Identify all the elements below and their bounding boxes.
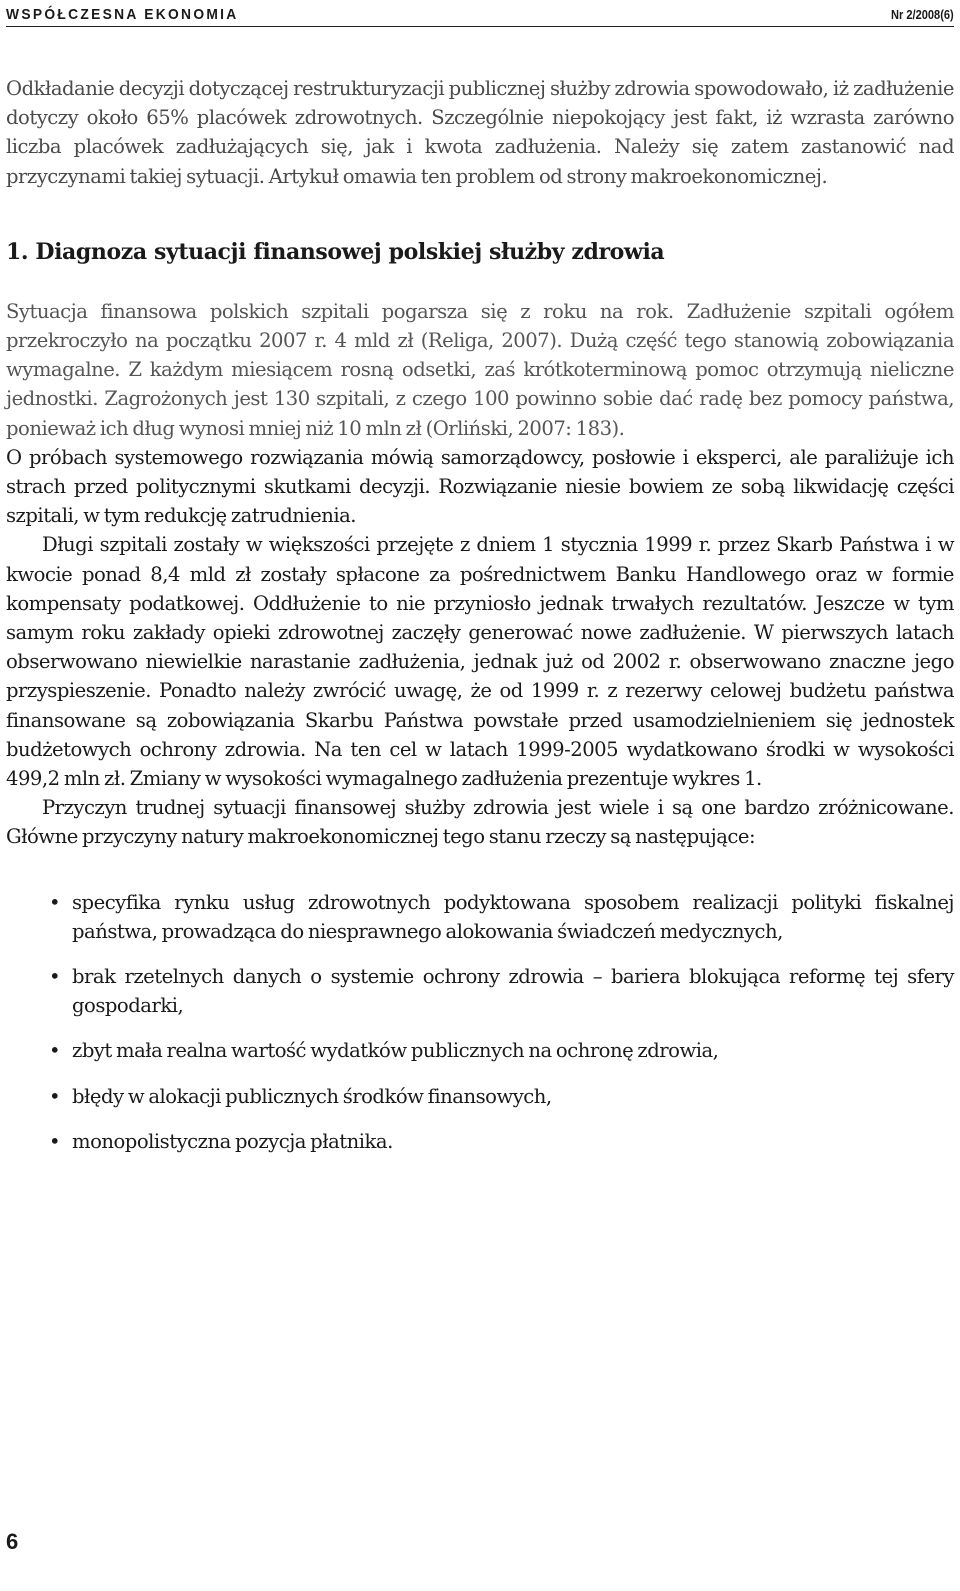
bullet-icon: • — [49, 965, 61, 989]
bullet-icon: • — [49, 1084, 61, 1108]
body-paragraph: Długi szpitali zostały w większości przejęte z dniem 1 stycznia 1999 r. przez Skarb Państwa i w kwocie ponad 8,4 mld zł zostały spłacone za pośrednictwem Banku Handlowego oraz w formie kompensaty podatkowej. Oddłużenie to nie przyniosło jednak trwałych rezultatów. Jeszcze w tym samym roku zakłady opieki zdrowotnej zaczęły generować nowe zadłużenie. W pierwszych latach obserwowano niewielkie narastanie zadłużenia, jednak już od 2002 r. obserwowano znaczne jego przyspieszenie. Ponadto należy zwrócić uwagę, że od 1999 r. z rezerwy celowej budżetu państwa finansowane są zobowiązania Skarbu Państwa powstałe przed usamodzielnieniem się jednostek budżetowych ochrony zdrowia. Na ten cel w latach 1999-2005 wydatkowano środki w wysokości 499,2 mln zł. Zmiany w wysokości wymagalnego zadłużenia prezentuje wykres 1. — [6, 533, 954, 791]
list-item-text: specyfika rynku usług zdrowotnych podyktowana sposobem realizacji polityki fiskalnej państwa, prowadząca do niesprawnego alokowania świadczeń medycznych, — [72, 890, 954, 943]
list-item — [6, 962, 954, 1020]
body-paragraph: Przyczyn trudnej sytuacji finansowej służby zdrowia jest wiele i są one bardzo zróżnicowane. Główne przyczyny natury makroekonomicznej tego stanu rzeczy są następujące: — [6, 796, 954, 849]
causes-list — [6, 888, 954, 1156]
journal-title: WSPÓŁCZESNA EKONOMIA — [6, 6, 239, 23]
list-item-text: brak rzetelnych danych o systemie ochrony zdrowia – bariera blokująca reformę tej sfery gospodarki, — [72, 965, 954, 1018]
list-item-text: monopolistyczna pozycja płatnika. — [72, 1129, 393, 1153]
list-item — [6, 888, 954, 946]
section-intro-paragraph: Sytuacja finansowa polskich szpitali pogarsza się z roku na rok. Zadłużenie szpitali ogółem przekroczyło na początku 2007 r. 4 mld zł (Religa, 2007). Dużą część tego stanowią zobowiązania wymagalne. Z każdym miesiącem rosną odsetki, zaś krótkoterminową pomoc otrzymują nieliczne jednostki. Zagrożonych jest 130 szpitali, z czego 100 powinno sobie dać radę bez pomocy państwa, ponieważ ich dług wynosi mniej niż 10 mln zł (Orliński, 2007: 183). — [6, 299, 954, 440]
body-paragraph: O próbach systemowego rozwiązania mówią samorządowcy, posłowie i eksperci, ale paraliżuje ich strach przed politycznymi skutkami decyzji. Rozwiązanie niesie bowiem ze sobą likwidację części szpitali, w tym redukcję zatrudnienia. — [6, 445, 954, 528]
list-item — [6, 1127, 954, 1156]
list-item-text: zbyt mała realna wartość wydatków publicznych na ochronę zdrowia, — [72, 1039, 719, 1063]
bullet-icon: • — [49, 1129, 61, 1153]
issue-number: Nr 2/2008(6) — [891, 7, 954, 22]
list-item-text: błędy w alokacji publicznych środków finansowych, — [72, 1084, 552, 1108]
section-heading: 1. Diagnoza sytuacji finansowej polskiej służby zdrowia — [6, 238, 665, 265]
list-item — [6, 1036, 954, 1065]
bullet-icon: • — [49, 890, 61, 914]
list-item — [6, 1082, 954, 1111]
lead-paragraph: Odkładanie decyzji dotyczącej restrukturyzacji publicznej służby zdrowia spowodowało, iż zadłużenie dotyczy około 65% placówek zdrowotnych. Szczególnie niepokojący jest fakt, iż wzrasta zarówno liczba placówek zadłużających się, jak i kwota zadłużenia. Należy się zatem zastanowić nad przyczynami takiej sytuacji. Artykuł omawia ten problem od strony makroekonomicznej. — [6, 77, 954, 188]
page-number: 6 — [6, 1529, 19, 1554]
article-body — [6, 74, 954, 1172]
bullet-icon: • — [49, 1039, 61, 1063]
running-header — [6, 4, 954, 27]
